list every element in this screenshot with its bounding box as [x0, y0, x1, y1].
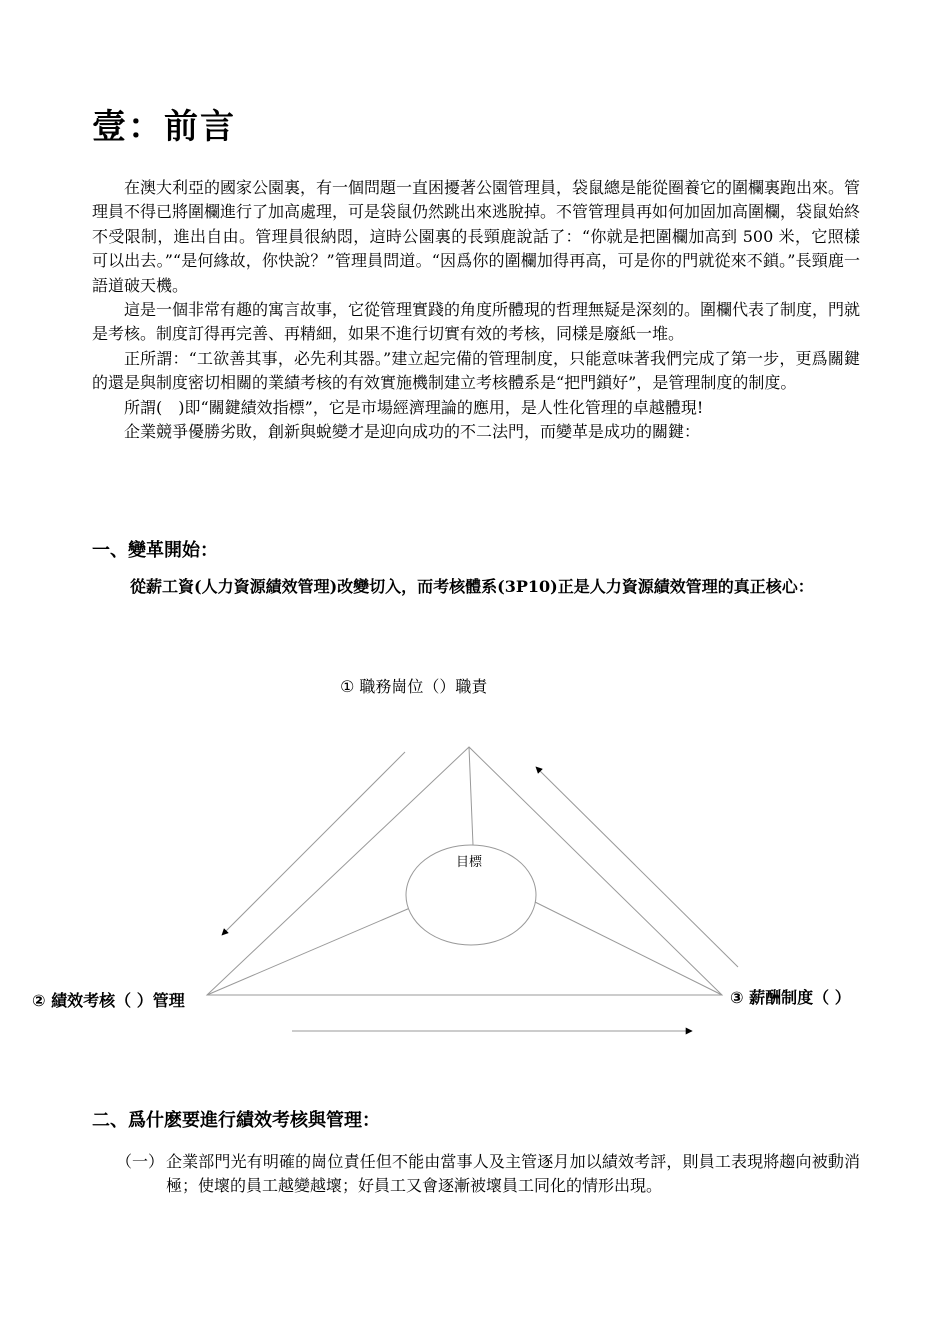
intro-paragraph: 在澳大利亞的國家公園裏，有一個問題一直困擾著公園管理員，袋鼠總是能從圈養它的圍欄裏跑出來。管理員不得已將圍欄進行了加高處理，可是袋鼠仍然跳出來逃脫掉。不管管理員再如何加固加高圍欄，袋鼠始終不受限制，進出自由。管理員很納悶，這時公園裏的長頸鹿說話了：“你就是把圍欄加高到 500 米，它照樣可以出去。”“是何緣故，你快說？”管理員問道。“因爲你的圍欄加得再高，可是你的門就從來不鎖。”長頸鹿一語道破天機。 — [92, 178, 861, 295]
section1-heading: 一、變革開始： — [92, 540, 218, 561]
spoke-left — [207, 908, 410, 995]
list-item-text: 企業部門光有明確的崗位責任但不能由當事人及主管逐月加以績效考評，則員工表現將趨向被動消極；使壞的員工越變越壞；好員工又會逐漸被壞員工同化的情形出現。 — [166, 1152, 860, 1195]
intro-paragraph: 這是一個非常有趣的寓言故事，它從管理實踐的角度所體現的哲理無疑是深刻的。圍欄代表了制度，門就是考核。制度訂得再完善、再精細，如果不進行切實有效的考核，同樣是廢紙一堆。 — [92, 300, 861, 344]
diagram-label-salary: ③ 薪酬制度（ ） — [730, 988, 851, 1007]
arrow-right-to-top — [536, 767, 738, 967]
intro-paragraph: 所謂( )即“關鍵績效指標”，它是市場經濟理論的應用，是人性化管理的卓越體現! — [124, 397, 704, 417]
diagram-label-performance: ② 績效考核（ ）管理 — [32, 991, 185, 1010]
spoke-top — [469, 747, 473, 845]
diagram-label-job-duties: ① 職務崗位（）職責 — [340, 677, 488, 696]
section2-heading: 二、爲什麽要進行績效考核與管理： — [92, 1110, 380, 1131]
intro-paragraph: 企業競爭優勝劣敗，創新與蛻變才是迎向成功的不二法門，而變革是成功的關鍵： — [124, 422, 701, 442]
spoke-right — [535, 902, 722, 995]
arrow-top-to-left — [222, 752, 405, 935]
list-item — [116, 1150, 860, 1198]
intro-paragraph: 正所謂：“工欲善其事，必先利其器。”建立起完備的管理制度，只能意味著我們完成了第一步，更爲關鍵的還是與制度密切相關的業績考核的有效實施機制建立考核體系是“把門鎖好”，是管理制度的制度。 — [92, 348, 860, 393]
document-title: 壹：前言 — [92, 107, 236, 147]
intro-section — [92, 176, 860, 444]
section1-lead: 從薪工資(人力資源績效管理)改變切入，而考核體系(3P10)正是人力資源績效管理的真正核心： — [130, 577, 814, 596]
diagram-label-goal: 目標 — [456, 855, 483, 870]
list-item-number: （一） — [116, 1152, 165, 1171]
